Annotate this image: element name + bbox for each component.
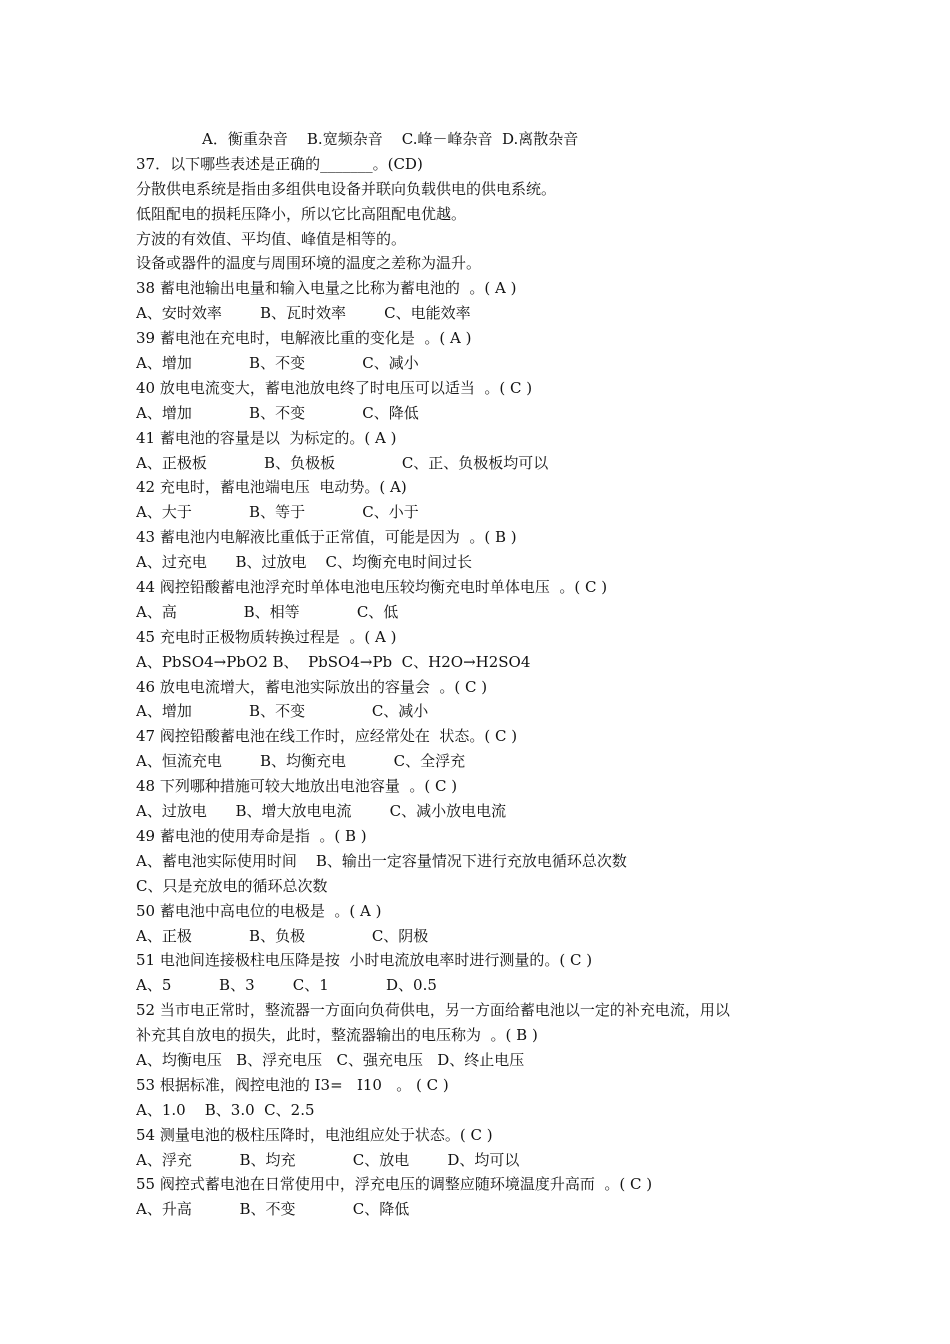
question-line: 48 下列哪种措施可较大地放出电池容量 。( C ) bbox=[136, 777, 458, 796]
question-line: 补充其自放电的损失，此时，整流器输出的电压称为 。( B ) bbox=[136, 1026, 538, 1045]
options-line: A、蓄电池实际使用时间 B、输出一定容量情况下进行充放电循环总次数 bbox=[136, 851, 627, 870]
text-line: 设备或器件的温度与周围环境的温度之差称为温升。 bbox=[136, 254, 482, 273]
options-line: A、安时效率 B、瓦时效率 C、电能效率 bbox=[136, 304, 471, 323]
options-line: A、均衡电压 B、浮充电压 C、强充电压 D、终止电压 bbox=[136, 1050, 525, 1069]
options-line: A、高 B、相等 C、低 bbox=[136, 602, 399, 621]
question-line: 44 阀控铅酸蓄电池浮充时单体电池电压较均衡充电时单体电压 。( C ) bbox=[136, 578, 608, 597]
options-line: A、浮充 B、均充 C、放电 D、均可以 bbox=[136, 1150, 520, 1169]
question-line: 49 蓄电池的使用寿命是指 。( B ) bbox=[136, 826, 367, 845]
question-line: 54 测量电池的极柱压降时，电池组应处于状态。( C ) bbox=[136, 1125, 493, 1144]
question-line: 37．以下哪些表述是正确的_______。(CD) bbox=[136, 154, 423, 173]
question-line: 51 电池间连接极柱电压降是按 小时电流放电率时进行测量的。( C ) bbox=[136, 951, 593, 970]
question-line: 41 蓄电池的容量是以 为标定的。( A ) bbox=[136, 428, 397, 447]
options-line: A、过放电 B、增大放电电流 C、减小放电电流 bbox=[136, 802, 507, 821]
options-line: A、正极 B、负极 C、阴极 bbox=[136, 926, 429, 945]
question-line: 38 蓄电池输出电量和输入电量之比称为蓄电池的 。( A ) bbox=[136, 279, 517, 298]
question-line: 39 蓄电池在充电时，电解液比重的变化是 。( A ) bbox=[136, 329, 472, 348]
text-line: 分散供电系统是指由多组供电设备并联向负载供电的供电系统。 bbox=[136, 179, 557, 198]
options-line: A、升高 B、不变 C、降低 bbox=[136, 1200, 410, 1219]
options-line: A、增加 B、不变 C、降低 bbox=[136, 403, 419, 422]
text-line: 方波的有效值、平均值、峰值是相等的。 bbox=[136, 229, 407, 248]
document-body bbox=[136, 127, 836, 1222]
options-line: A、过充电 B、过放电 C、均衡充电时间过长 bbox=[136, 553, 473, 572]
question-line: 55 阀控式蓄电池在日常使用中，浮充电压的调整应随环境温度升高而 。( C ) bbox=[136, 1175, 653, 1194]
question-line: 40 放电电流变大，蓄电池放电终了时电压可以适当 。( C ) bbox=[136, 378, 533, 397]
options-line: A、PbSO4→PbO2 B、 PbSO4→Pb C、H2O→H2SO4 bbox=[136, 652, 531, 671]
options-line: C、只是充放电的循环总次数 bbox=[136, 876, 328, 895]
question-line: 42 充电时，蓄电池端电压 电动势。( A) bbox=[136, 478, 407, 497]
options-line: A、增加 B、不变 C、减小 bbox=[136, 702, 429, 721]
text-line: A．衡重杂音 B.宽频杂音 C.峰－峰杂音 D.离散杂音 bbox=[202, 130, 579, 148]
question-line: 46 放电电流增大，蓄电池实际放出的容量会 。( C ) bbox=[136, 677, 488, 696]
question-line: 52 当市电正常时，整流器一方面向负荷供电，另一方面给蓄电池以一定的补充电流，用以 bbox=[136, 1001, 730, 1020]
text-line: 低阻配电的损耗压降小，所以它比高阻配电优越。 bbox=[136, 204, 467, 223]
options-line: A、增加 B、不变 C、减小 bbox=[136, 354, 419, 373]
options-line: A、5 B、3 C、1 D、0.5 bbox=[136, 976, 437, 995]
question-line: 47 阀控铅酸蓄电池在线工作时，应经常处在 状态。( C ) bbox=[136, 727, 518, 746]
options-line: A、1.0 B、3.0 C、2.5 bbox=[136, 1100, 315, 1119]
question-line: 53 根据标准，阀控电池的 I3= I10 。 ( C ) bbox=[136, 1075, 449, 1094]
question-line: 43 蓄电池内电解液比重低于正常值，可能是因为 。( B ) bbox=[136, 528, 517, 547]
options-line: A、大于 B、等于 C、小于 bbox=[136, 503, 419, 522]
question-line: 50 蓄电池中高电位的电极是 。( A ) bbox=[136, 901, 382, 920]
options-line: A、正极板 B、负极板 C、正、负极板均可以 bbox=[136, 453, 549, 472]
options-line: A、恒流充电 B、均衡充电 C、全浮充 bbox=[136, 752, 466, 771]
question-line: 45 充电时正极物质转换过程是 。( A ) bbox=[136, 627, 397, 646]
